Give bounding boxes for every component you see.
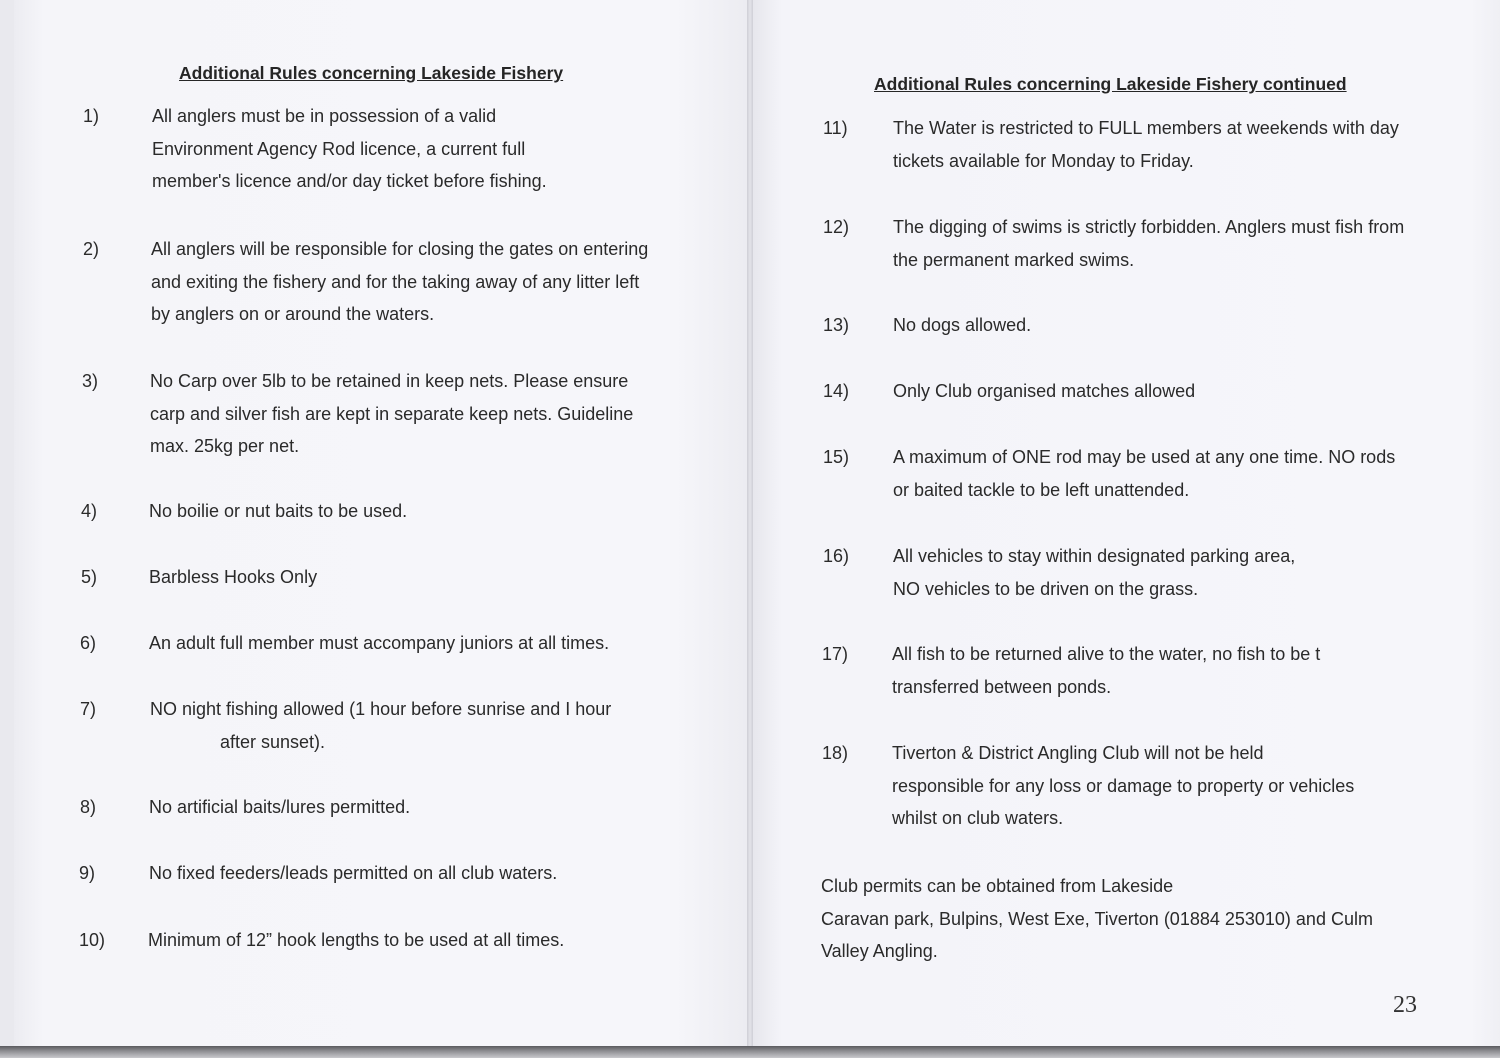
permits-line: Valley Angling. xyxy=(821,941,938,962)
rule-line: the permanent marked swims. xyxy=(893,249,1135,270)
rule-line: NO night fishing allowed (1 hour before sunrise and I hour xyxy=(150,699,612,719)
rule-number: 11) xyxy=(823,118,848,138)
rule-number: 4) xyxy=(81,501,98,521)
rule-number: 2) xyxy=(83,239,100,259)
rule-line: No fixed feeders/leads permitted on all club waters. xyxy=(149,863,558,883)
rule-line: All anglers must be in possession of a valid xyxy=(152,106,497,126)
rule-line: No dogs allowed. xyxy=(893,315,1032,335)
rule-line: Barbless Hooks Only xyxy=(149,567,318,587)
permits-note xyxy=(821,870,1373,968)
rule-number: 8) xyxy=(80,797,97,817)
rule-number: 5) xyxy=(81,567,98,587)
rule-line: whilst on club waters. xyxy=(892,808,1064,829)
rule-number: 9) xyxy=(79,863,96,883)
rule-line: or baited tackle to be left unattended. xyxy=(893,479,1190,500)
rule-number: 3) xyxy=(82,371,99,391)
rule-number: 16) xyxy=(823,546,850,566)
rule-line: All vehicles to stay within designated parking area, xyxy=(893,546,1296,566)
rule-line: tickets available for Monday to Friday. xyxy=(893,150,1194,171)
right-page-title: Additional Rules concerning Lakeside Fishery continued xyxy=(874,74,1347,94)
rule-line: All anglers will be responsible for closing the gates on entering xyxy=(151,239,649,259)
permits-line: Club permits can be obtained from Lakeside xyxy=(821,876,1174,896)
rule-line: No artificial baits/lures permitted. xyxy=(149,797,411,817)
rule-line: The digging of swims is strictly forbidden. Anglers must fish from xyxy=(893,217,1405,237)
scan-bottom-edge xyxy=(0,1046,1500,1058)
rule-line: by anglers on or around the waters. xyxy=(151,304,435,325)
rule-number: 18) xyxy=(822,743,849,763)
rule-line: Environment Agency Rod licence, a current full xyxy=(152,138,526,159)
rule-number: 13) xyxy=(823,315,850,335)
rule-number: 7) xyxy=(80,699,97,719)
rule-number: 6) xyxy=(80,633,97,653)
rule-number: 14) xyxy=(823,381,850,401)
rule-line: All fish to be returned alive to the water, no fish to be t xyxy=(892,644,1321,664)
rule-line: No boilie or nut baits to be used. xyxy=(149,501,408,521)
rule-line: and exiting the fishery and for the taking away of any litter left xyxy=(151,271,640,292)
page-number: 23 xyxy=(1393,992,1417,1018)
rule-number: 17) xyxy=(822,644,849,664)
rule-line: carp and silver fish are kept in separate keep nets. Guideline xyxy=(150,403,634,424)
rule-number: 15) xyxy=(823,447,850,467)
rule-line: after sunset). xyxy=(220,731,326,752)
rule-line: max. 25kg per net. xyxy=(150,436,300,457)
rule-line: No Carp over 5lb to be retained in keep nets. Please ensure xyxy=(150,371,629,391)
rule-number: 12) xyxy=(823,217,850,237)
rule-line: responsible for any loss or damage to property or vehicles xyxy=(892,775,1355,796)
rule-line: transferred between ponds. xyxy=(892,676,1112,697)
rule-line: NO vehicles to be driven on the grass. xyxy=(893,578,1199,599)
rule-line: The Water is restricted to FULL members at weekends with day xyxy=(893,118,1399,138)
rule-line: Only Club organised matches allowed xyxy=(893,381,1196,401)
rule-line: Minimum of 12” hook lengths to be used at all times. xyxy=(148,930,565,950)
rule-line: A maximum of ONE rod may be used at any one time. NO rods xyxy=(893,447,1396,467)
left-page-title: Additional Rules concerning Lakeside Fishery xyxy=(179,63,564,83)
rule-line: Tiverton & District Angling Club will not be held xyxy=(892,743,1264,763)
rule-number: 1) xyxy=(83,106,100,126)
permits-line: Caravan park, Bulpins, West Exe, Tiverton (01884 253010) and Culm xyxy=(821,908,1373,929)
rule-line: member's licence and/or day ticket before fishing. xyxy=(152,171,547,192)
book-spine xyxy=(747,0,753,1048)
rule-line: An adult full member must accompany juniors at all times. xyxy=(149,633,610,653)
rule-number: 10) xyxy=(79,930,106,950)
